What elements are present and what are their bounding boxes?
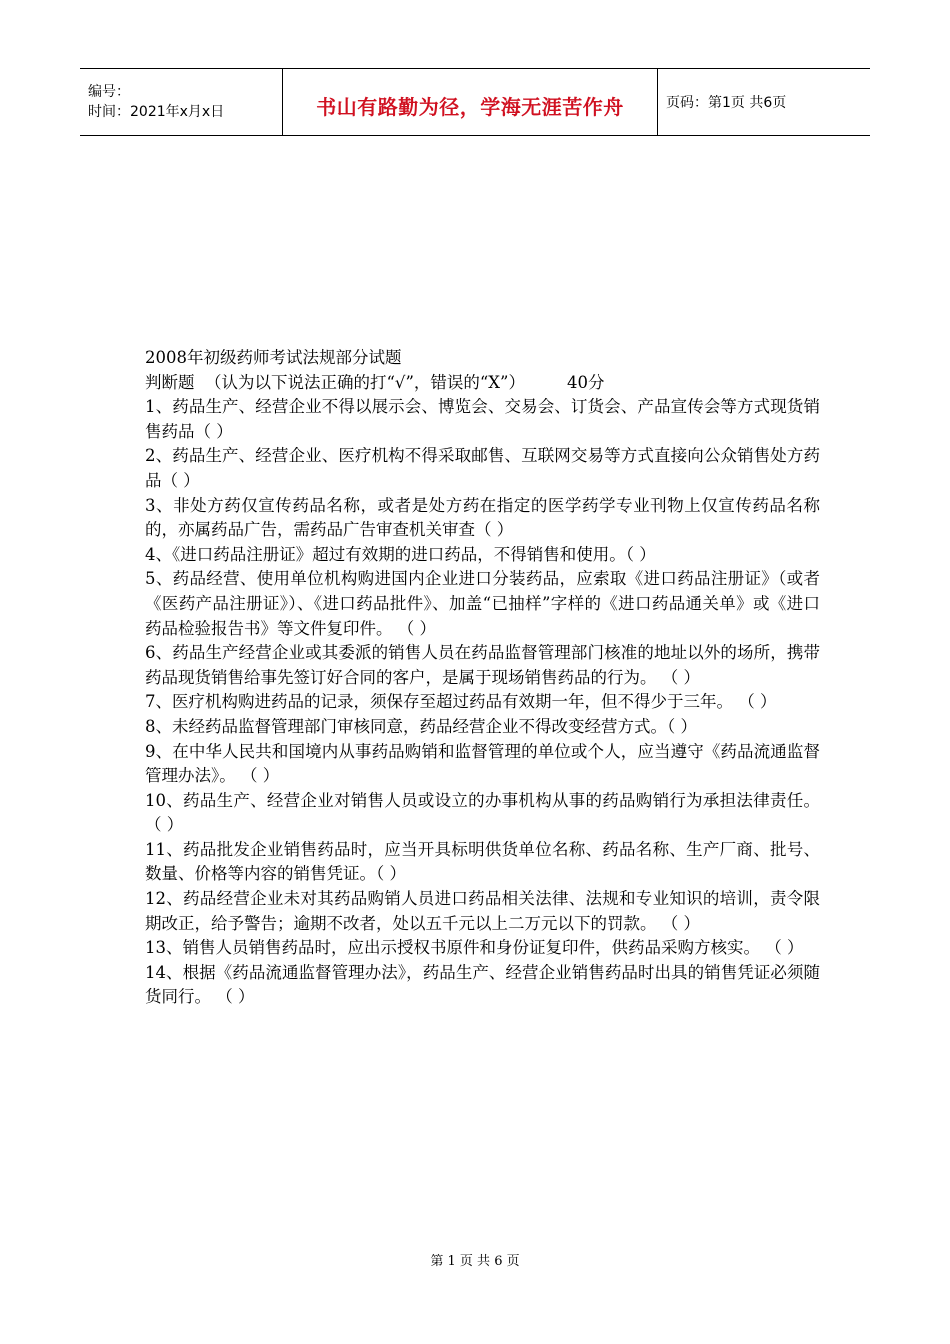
question-item: 8、未经药品监督管理部门审核同意，药品经营企业不得改变经营方式。（ ）: [145, 716, 697, 736]
motto-text: 书山有路勤为径，学海无涯苦作舟: [316, 94, 624, 119]
time-label: 时间：2021年x月x日: [88, 104, 225, 120]
question-item: 13、销售人员销售药品时，应出示授权书原件和身份证复印件，供药品采购方核实。 （ ）: [145, 938, 804, 958]
question-item: 6、药品生产经营企业或其委派的销售人员在药品监督管理部门核准的地址以外的场所，携带药品现货销售给事先签订好合同的客户，是属于现场销售药品的行为。 （ ）: [145, 643, 820, 687]
question-item: 1、药品生产、经营企业不得以展示会、博览会、交易会、订货会、产品宣传会等方式现货销售药品（ ）: [145, 397, 820, 441]
instruction-line: 判断题 （认为以下说法正确的打“√”，错误的“X”） 40分: [145, 372, 605, 392]
question-item: 3、非处方药仅宣传药品名称，或者是处方药在指定的医学药学专业刊物上仅宣传药品名称的，亦属药品广告，需药品广告审查机关审查（ ）: [145, 495, 820, 540]
question-item: 9、在中华人民共和国境内从事药品购销和监督管理的单位或个人，应当遵守《药品流通监督管理办法》。 （ ）: [145, 741, 820, 786]
document-header: [80, 68, 870, 136]
question-item: 4、《进口药品注册证》超过有效期的进口药品，不得销售和使用。（ ）: [145, 544, 656, 564]
document-title: 2008年初级药师考试法规部分试题: [145, 348, 402, 367]
page-label: 页码：第1页 共6页: [666, 95, 787, 111]
question-item: 11、药品批发企业销售药品时，应当开具标明供货单位名称、药品名称、生产厂商、批号、数量、价格等内容的销售凭证。（ ）: [145, 839, 820, 884]
question-item: 10、药品生产、经营企业对销售人员或设立的办事机构从事的药品购销行为承担法律责任。 （ ）: [145, 790, 820, 835]
header-meta: [80, 69, 282, 135]
page-footer: 第 1 页 共 6 页: [430, 1254, 520, 1269]
document-body: [145, 346, 820, 1010]
question-item: 7、医疗机构购进药品的记录，须保存至超过药品有效期一年，但不得少于三年。 （ ）: [145, 692, 777, 712]
question-item: 2、药品生产、经营企业、医疗机构不得采取邮售、互联网交易等方式直接向公众销售处方药品（ ）: [145, 446, 820, 490]
number-label: 编号：: [88, 84, 130, 100]
question-item: 12、药品经营企业未对其药品购销人员进口药品相关法律、法规和专业知识的培训，责令限期改正，给予警告；逾期不改者，处以五千元以上二万元以下的罚款。 （ ）: [145, 889, 820, 933]
question-item: 5、药品经营、使用单位机构购进国内企业进口分装药品，应索取《进口药品注册证》（或者《医药产品注册证》）、《进口药品批件》、加盖“已抽样”字样的《进口药品通关单》或《进口药品检验报告书》等文件复印件。 （ ）: [145, 569, 820, 638]
header-motto-cell: [282, 69, 658, 135]
question-item: 14、根据《药品流通监督管理办法》，药品生产、经营企业销售药品时出具的销售凭证必须随货同行。 （ ）: [145, 962, 820, 1007]
header-page-cell: [658, 69, 870, 135]
